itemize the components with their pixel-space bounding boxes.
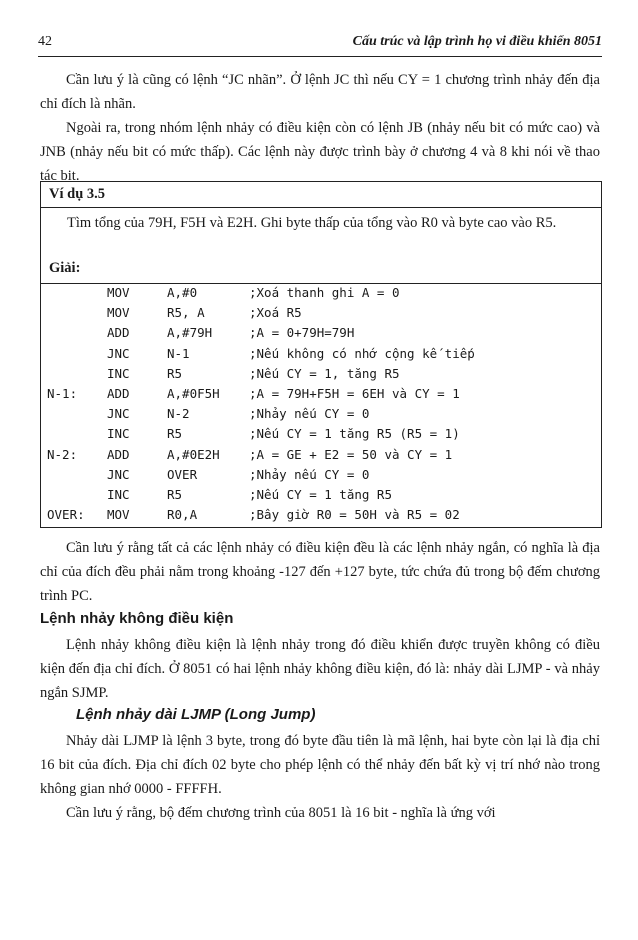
code-line — [41, 485, 601, 505]
example-title: Ví dụ 3.5 — [49, 186, 106, 202]
code-comment: ;Nếu không có nhớ cộng kế tiếp — [249, 345, 475, 361]
code-operand: R0,A — [167, 507, 198, 523]
code-comment: ;Xoá thanh ghi A = 0 — [249, 285, 400, 300]
code-operand: R5, A — [167, 305, 205, 321]
code-comment: ;Nếu CY = 1 tăng R5 (R5 = 1) — [249, 426, 460, 442]
code-operand: A,#79H — [167, 325, 213, 341]
code-line — [41, 424, 601, 444]
code-operand: R5 — [167, 486, 183, 502]
paragraph-ljmp: Nhảy dài LJMP là lệnh 3 byte, trong đó byte đầu tiên là mã lệnh, hai byte còn lại là địa chỉ 16 bit của đích. Địa chỉ đích 02 byte cho phép lệnh có thể nhảy đến bất kỳ vị trí nhớ nào trong không gian nhớ 0000 - FFFFH. — [40, 733, 600, 797]
paragraph-unconditional-jump: Lệnh nhảy không điều kiện là lệnh nhảy trong đó điều khiển được truyền không có điều kiện đến địa chỉ đích. Ở 8051 có hai lệnh nhảy không điều kiện, đó là: nhảy dài LJMP - và nhảy ngắn SJMP. — [40, 637, 600, 701]
code-opcode: ADD — [107, 325, 130, 341]
code-comment: ;A = GE + E2 = 50 và CY = 1 — [249, 446, 453, 462]
code-label: N-2: — [47, 446, 78, 462]
subsection-heading: Lệnh nhảy dài LJMP (Long Jump) — [76, 706, 316, 723]
code-operand: A,#0F5H — [167, 385, 220, 401]
code-operand: A,#0 — [167, 285, 198, 300]
code-comment: ;Nếu CY = 1, tăng R5 — [249, 365, 400, 381]
code-line — [41, 344, 601, 364]
example-task: Tìm tổng của 79H, F5H và E2H. Ghi byte thấp của tổng vào R0 và byte cao vào R5. — [67, 215, 557, 231]
running-title: Cấu trúc và lập trình họ vi điều khiển 8051 — [352, 34, 602, 49]
code-opcode: MOV — [107, 285, 130, 300]
code-opcode: JNC — [107, 466, 130, 482]
code-comment: ;Xoá R5 — [249, 305, 302, 321]
example-title-rule — [41, 207, 601, 208]
code-opcode: JNC — [107, 406, 130, 422]
code-line — [41, 323, 601, 343]
paragraph-short-jumps: Cần lưu ý rằng tất cả các lệnh nhảy có điều kiện đều là các lệnh nhảy ngắn, có nghĩa là địa chỉ của đích đều phải nằm trong khoảng -127 đến +127 byte, tức chứa đủ trong bộ đếm chương trình PC. — [40, 540, 600, 604]
code-opcode: ADD — [107, 446, 130, 462]
code-line — [41, 505, 601, 525]
code-label: OVER: — [47, 507, 85, 523]
code-opcode: JNC — [107, 345, 130, 361]
code-line — [41, 364, 601, 384]
code-comment: ;Nếu CY = 1 tăng R5 — [249, 486, 392, 502]
code-line — [41, 303, 601, 323]
code-line — [41, 384, 601, 404]
code-comment: ;Nhảy nếu CY = 0 — [249, 466, 370, 482]
code-line — [41, 283, 601, 303]
code-operand: N-1 — [167, 345, 190, 361]
code-label: N-1: — [47, 385, 78, 401]
code-line — [41, 404, 601, 424]
header-rule — [38, 56, 602, 57]
code-line — [41, 445, 601, 465]
code-opcode: INC — [107, 426, 130, 442]
code-opcode: MOV — [107, 305, 130, 321]
page-number: 42 — [38, 34, 52, 49]
example-box — [40, 181, 602, 528]
code-comment: ;A = 79H+F5H = 6EH và CY = 1 — [249, 385, 460, 401]
code-operand: R5 — [167, 365, 183, 381]
code-listing — [41, 283, 601, 525]
code-operand: A,#0E2H — [167, 446, 220, 462]
section-heading: Lệnh nhảy không điều kiện — [40, 610, 234, 627]
code-operand: OVER — [167, 466, 198, 482]
code-operand: N-2 — [167, 406, 190, 422]
code-operand: R5 — [167, 426, 183, 442]
code-opcode: ADD — [107, 385, 130, 401]
solution-label: Giải: — [49, 260, 81, 276]
code-opcode: INC — [107, 486, 130, 502]
code-opcode: MOV — [107, 507, 130, 523]
paragraph-jb-jnb: Ngoài ra, trong nhóm lệnh nhảy có điều kiện còn có lệnh JB (nhảy nếu bit có mức cao) và JNB (nhảy nếu bit có mức thấp). Các lệnh này được trình bày ở chương 4 và 8 khi nói về thao tác bit. — [40, 120, 600, 184]
code-comment: ;Bây giờ R0 = 50H và R5 = 02 — [249, 507, 460, 523]
code-line — [41, 465, 601, 485]
code-opcode: INC — [107, 365, 130, 381]
code-comment: ;A = 0+79H=79H — [249, 325, 355, 341]
paragraph-pc-note: Cần lưu ý rằng, bộ đếm chương trình của 8051 là 16 bit - nghĩa là ứng với — [66, 805, 496, 821]
code-comment: ;Nhảy nếu CY = 0 — [249, 406, 370, 422]
paragraph-jc-note: Cần lưu ý là cũng có lệnh “JC nhãn”. Ở lệnh JC thì nếu CY = 1 chương trình nhảy đến địa chỉ đích là nhãn. — [40, 72, 600, 112]
